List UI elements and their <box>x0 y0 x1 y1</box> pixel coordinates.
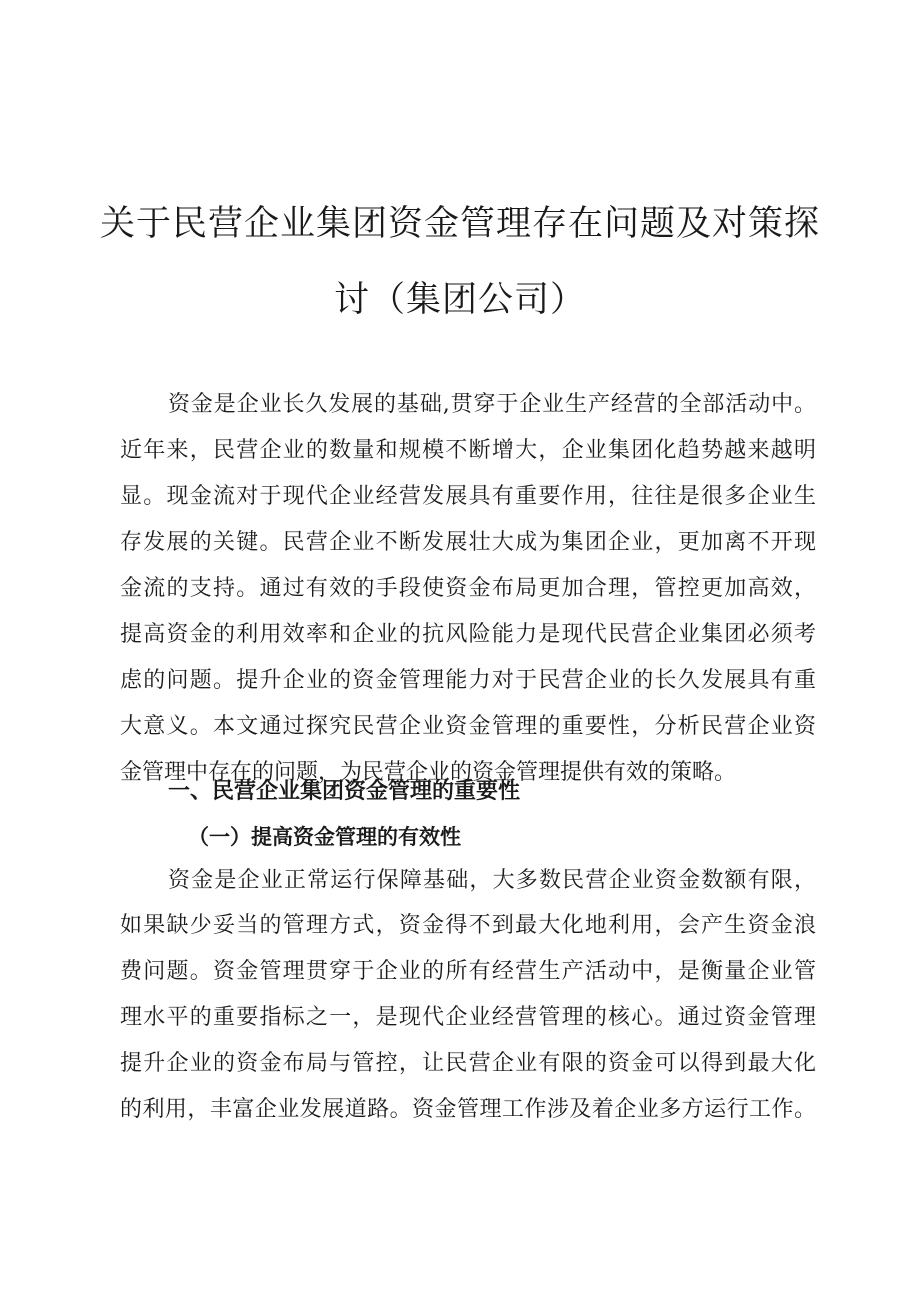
document-title-line-2: 讨（集团公司） <box>333 280 586 320</box>
intro-paragraph-line: 金流的支持。通过有效的手段使资金布局更加合理，管控更加高效， <box>120 576 816 601</box>
subsection-paragraph-line: 资金是企业正常运行保障基础，大多数民营企业资金数额有限， <box>168 868 816 893</box>
intro-paragraph-line: 近年来，民营企业的数量和规模不断增大，企业集团化趋势越来越明 <box>120 438 816 463</box>
intro-paragraph-line: 金管理中存在的问题，为民营企业的资金管理提供有效的策略。 <box>120 760 737 785</box>
subsection-paragraph-line: 费问题。资金管理贯穿于企业的所有经营生产活动中，是衡量企业管 <box>120 959 816 984</box>
intro-paragraph-line: 存发展的关键。民营企业不断发展壮大成为集团企业，更加离不开现 <box>120 530 816 555</box>
subsection-paragraph-line: 如果缺少妥当的管理方式，资金得不到最大化地利用，会产生资金浪 <box>120 913 816 938</box>
intro-paragraph-line: 大意义。本文通过探究民营企业资金管理的重要性，分析民营企业资 <box>120 714 816 739</box>
subsection-heading-1-1: （一）提高资金管理的有效性 <box>188 824 461 849</box>
intro-paragraph-line: 显。现金流对于现代企业经营发展具有重要作用，往往是很多企业生 <box>120 484 816 509</box>
subsection-paragraph-line: 理水平的重要指标之一，是现代企业经营管理的核心。通过资金管理 <box>120 1005 816 1030</box>
section-heading-1: 一、民营企业集团资金管理的重要性 <box>168 779 521 804</box>
intro-paragraph-line: 资金是企业长久发展的基础,贯穿于企业生产经营的全部活动中。 <box>168 392 816 417</box>
subsection-paragraph-line: 的利用，丰富企业发展道路。资金管理工作涉及着企业多方运行工作。 <box>120 1097 816 1122</box>
document-title-line-1: 关于民营企业集团资金管理存在问题及对策探 <box>100 204 821 244</box>
subsection-paragraph-line: 提升企业的资金布局与管控，让民营企业有限的资金可以得到最大化 <box>120 1051 816 1076</box>
intro-paragraph-line: 提高资金的利用效率和企业的抗风险能力是现代民营企业集团必须考 <box>120 622 816 647</box>
intro-paragraph-line: 虑的问题。提升企业的资金管理能力对于民营企业的长久发展具有重 <box>120 668 816 693</box>
